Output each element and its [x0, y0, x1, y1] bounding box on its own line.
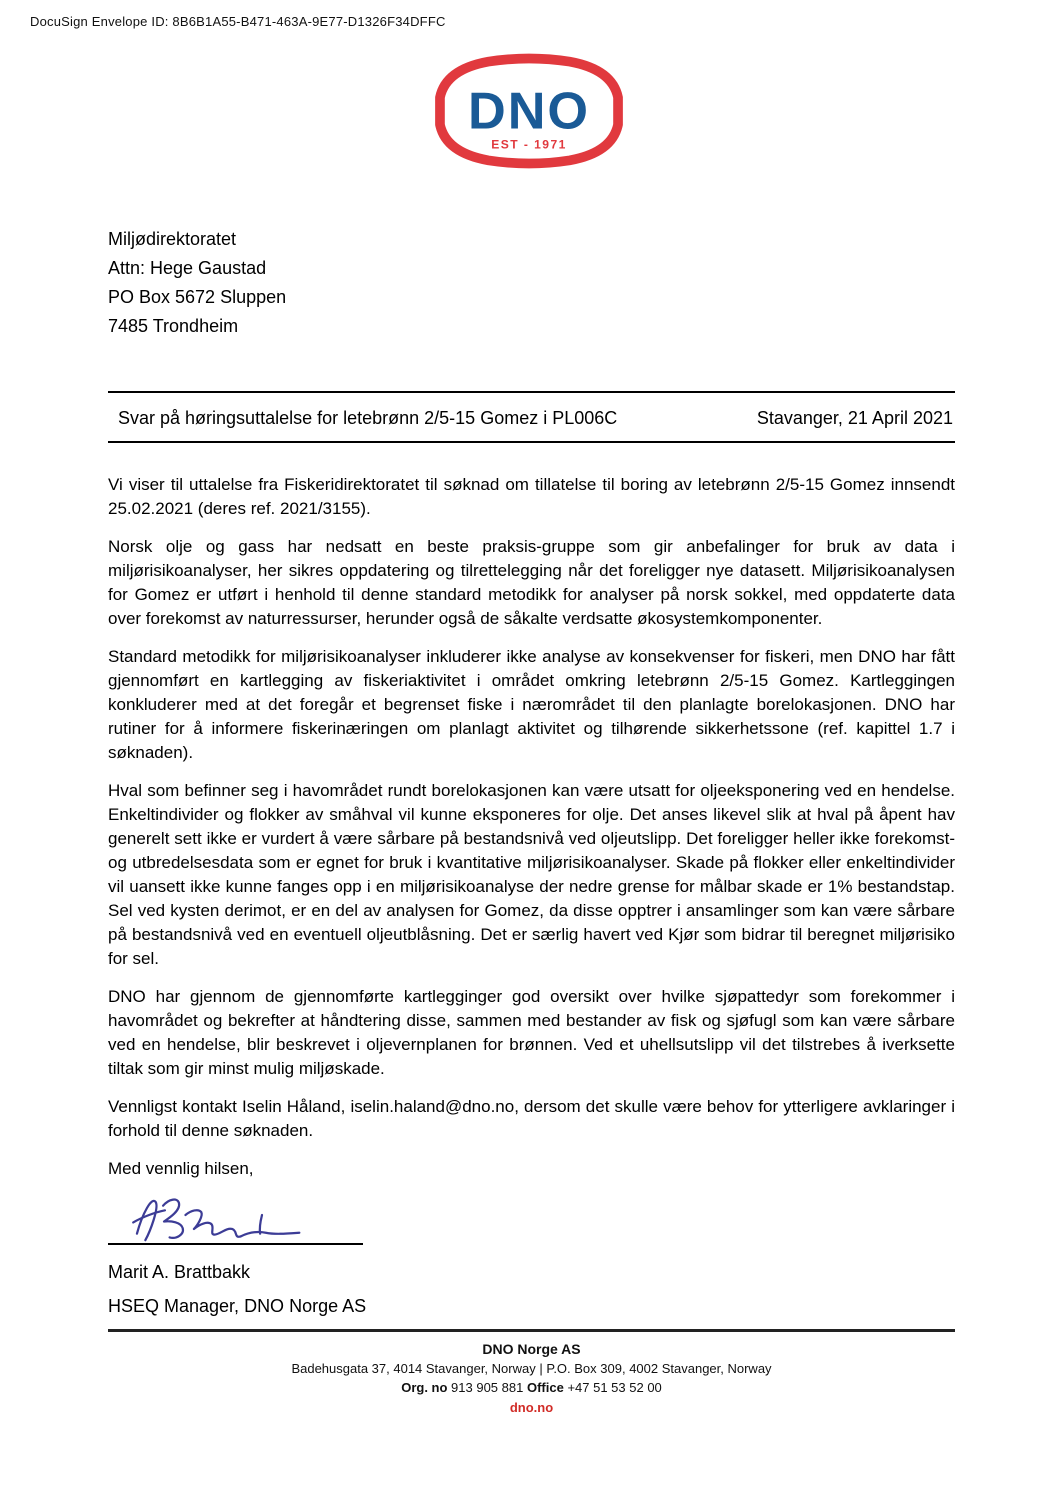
- docusign-envelope-id: DocuSign Envelope ID: 8B6B1A55-B471-463A-9E77-D1326F34DFFC: [30, 14, 446, 29]
- recipient-name: Miljødirektoratet: [108, 229, 237, 249]
- recipient-city: 7485 Trondheim: [108, 316, 239, 336]
- paragraph-fishery: Standard metodikk for miljørisikoanalyser inkluderer ikke analyse av konsekvenser for fiskeri, men DNO har fått gjennomført en kartlegging av fiskeriaktivitet i området omkring letebrønn 2/5-15 Gomez. Kartleggingen konkluderer med at det foregår et begrenset fiske i nærområdet til den planlagte borelokasjonen. DNO har rutiner for å informere fiskerinæringen om planlagt aktivitet og tilhørende sikkerhetssone (ref. kapittel 1.7 i søknaden).: [108, 647, 955, 762]
- paragraph-whales-seals: Hval som befinner seg i havområdet rundt borelokasjonen kan være utsatt for oljeeksponering ved en hendelse. Enkeltindivider og flokker av småhval vil kunne eksponeres for olje. Det anses likevel slik at hval på åpent hav generelt sett ikke er vurdert å være sårbare på bestandsnivå ved oljeutslipp. Det foreligger heller ikke forekomst- og utbredelsesdata som er egnet for bruk i kvantitative miljørisikoanalyser. Skade på flokker eller enkeltindivider vil uansett ikke kunne fanges opp i en miljørisikoanalyse der nedre grense for målbar skade er 1% bestandstap. Sel ved kysten derimot, er en del av analysen for Gomez, da disse opptrer i ansamlinger som kan være sårbare på bestandsnivå ved en eventuell oljeutblåsning. Det er særlig havert ved Kjør som bidrar til beregnet miljørisiko for sel.: [108, 781, 955, 968]
- footer-org-number: 913 905 881: [451, 1380, 524, 1395]
- paragraph-mapping: DNO har gjennom de gjennomførte kartlegginger god oversikt over hvilke sjøpattedyr som forekommer i havområdet og bekrefter at håndtering disse, sammen med bestander av fisk og sjøfugl som kan være sårbare ved en hendelse, blir beskrevet i oljevernplanen for brønnen. Ved et uhellsutslipp vil det tilstrebes å iverksette tiltak som gir minst mulig miljøskade.: [108, 987, 955, 1078]
- subject-title: Svar på høringsuttalelse for letebrønn 2/5-15 Gomez i PL006C: [118, 408, 618, 428]
- dno-logo: [431, 51, 627, 171]
- letter-body: [108, 473, 955, 1143]
- recipient-address-block: [108, 225, 955, 341]
- signature-block: [108, 1187, 363, 1245]
- footer: [108, 1340, 955, 1417]
- footer-divider: [108, 1329, 955, 1332]
- closing-salutation: Med vennlig hilsen,: [108, 1159, 254, 1178]
- subject-bottom-divider: [108, 441, 955, 443]
- footer-address-line: Badehusgata 37, 4014 Stavanger, Norway | P.O. Box 309, 4002 Stavanger, Norway: [291, 1361, 772, 1376]
- recipient-pobox: PO Box 5672 Sluppen: [108, 287, 287, 307]
- paragraph-reference: Vi viser til uttalelse fra Fiskeridirektoratet til søknad om tillatelse til boring av letebrønn 2/5-15 Gomez innsendt 25.02.2021 (deres ref. 2021/3155).: [108, 475, 955, 518]
- paragraph-contact: Vennligst kontakt Iselin Håland, iselin.haland@dno.no, dersom det skulle være behov for ytterligere avklaringer i forhold til denne søknaden.: [108, 1097, 955, 1140]
- logo-container: [0, 51, 1058, 171]
- place-and-date: Stavanger, 21 April 2021: [756, 408, 953, 428]
- signer-title: HSEQ Manager, DNO Norge AS: [108, 1296, 367, 1316]
- dno-logo-est-text: EST - 1971: [491, 137, 567, 152]
- signer-name: Marit A. Brattbakk: [108, 1262, 251, 1282]
- paragraph-methodology: Norsk olje og gass har nedsatt en beste praksis-gruppe som gir anbefalinger for bruk av data i miljørisikoanalyser, her sikres oppdatering og tilrettelegging når det foreligger nye datasett. Miljørisikoanalysen for Gomez er utført i henhold til denne standard metodikk for analyser på norsk sokkel, med oppdaterte data over forekomst av naturressurser, herunder også de såkalte verdsatte økosystemkomponenter.: [108, 537, 955, 628]
- subject-row: [108, 393, 955, 441]
- signature-underline: [108, 1243, 363, 1245]
- footer-org-office-line: [108, 1378, 955, 1397]
- footer-company-name: DNO Norge AS: [482, 1341, 581, 1357]
- dno-logo-letters: DNO: [468, 82, 590, 141]
- letter-content: [0, 225, 1058, 1417]
- footer-website-link[interactable]: dno.no: [509, 1400, 554, 1415]
- footer-office-label: Office: [526, 1380, 564, 1395]
- recipient-attn: Attn: Hege Gaustad: [108, 258, 267, 278]
- footer-phone: +47 51 53 52 00: [567, 1380, 662, 1395]
- handwritten-signature-image: [122, 1187, 327, 1243]
- footer-org-label: Org. no: [401, 1380, 448, 1395]
